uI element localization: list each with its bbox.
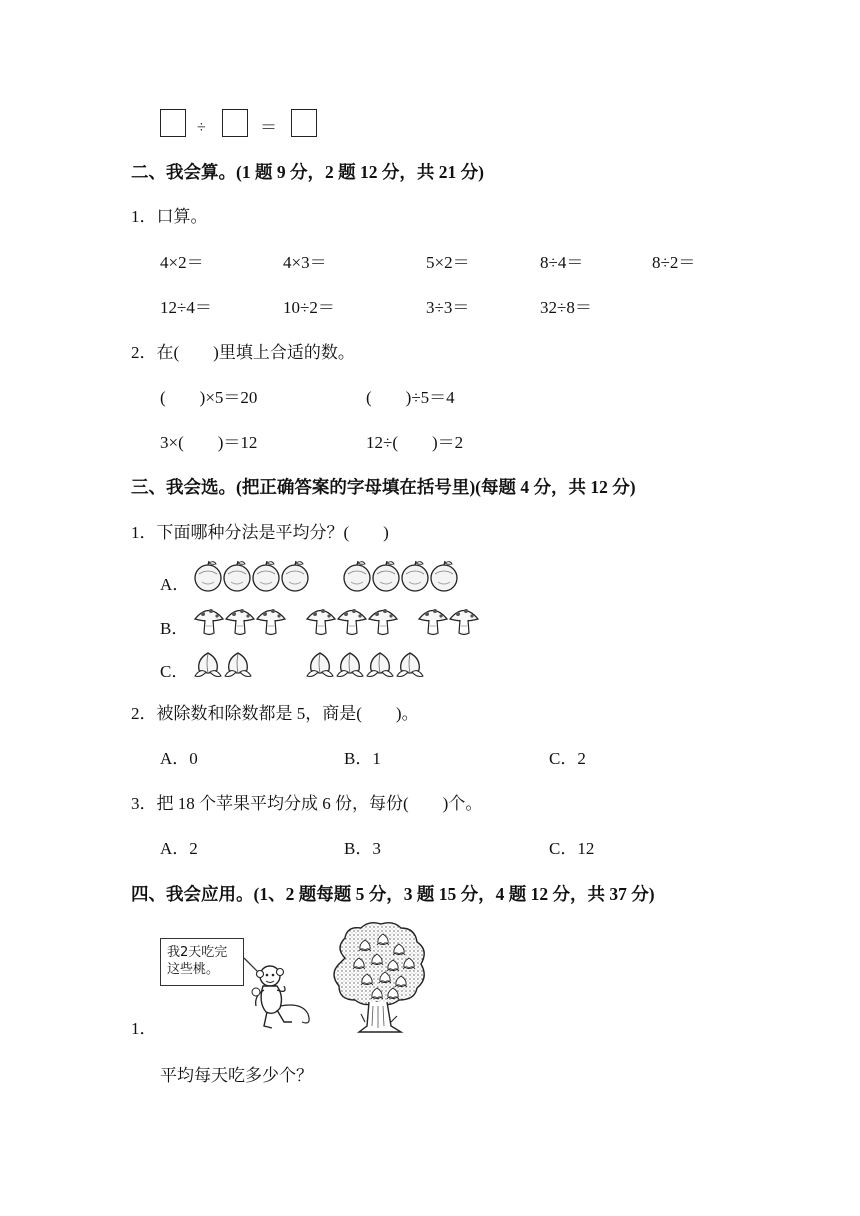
calc-item: 8÷4＝ <box>540 253 584 272</box>
peach-icon <box>225 653 251 677</box>
apple-icon <box>344 561 370 591</box>
fill-item: ( )÷5＝4 <box>366 388 455 407</box>
calc-item: 5×2＝ <box>426 253 470 272</box>
s4-q1-question: 平均每天吃多少个？ <box>160 1066 313 1085</box>
calc-item: 3÷3＝ <box>426 298 470 317</box>
s2-q1-label: 1．口算。 <box>131 207 208 226</box>
apple-icon <box>282 561 308 591</box>
apple-icon <box>224 561 250 591</box>
answer-box-quotient[interactable] <box>291 109 317 137</box>
division-sign: ÷ <box>197 119 206 136</box>
mushroom-icon <box>338 609 366 635</box>
apple-icon <box>431 561 457 591</box>
choice-option: C．12 <box>549 839 595 858</box>
choice-option: B．1 <box>344 749 381 768</box>
mushroom-icon <box>195 609 223 635</box>
option-a-label: A． <box>160 575 190 594</box>
apple-icon <box>402 561 428 591</box>
apples-group-option-a <box>192 558 472 592</box>
equals-sign: ＝ <box>260 118 277 137</box>
calc-item: 32÷8＝ <box>540 298 592 317</box>
section2-heading: 二、我会算。(1 题 9 分，2 题 12 分，共 21 分) <box>131 162 484 182</box>
mushroom-icon <box>307 609 335 635</box>
fill-item: 12÷( )＝2 <box>366 433 464 452</box>
speech-line: 这些桃。 <box>167 962 220 977</box>
speech-bubble <box>160 938 244 986</box>
apple-icon <box>373 561 399 591</box>
fill-item: ( )×5＝20 <box>160 388 258 407</box>
s4-q1-number: 1． <box>131 1019 157 1038</box>
mushroom-icon <box>257 609 285 635</box>
peach-icon <box>337 653 363 677</box>
s3-q3-label: 3．把 18 个苹果平均分成 6 份，每份( )个。 <box>131 794 483 813</box>
monkey-illustration <box>238 950 322 1034</box>
mushroom-icon <box>450 609 478 635</box>
option-b-label: B． <box>160 619 189 638</box>
option-c-label: C． <box>160 662 189 681</box>
peach-icon <box>307 653 333 677</box>
calc-item: 4×2＝ <box>160 253 204 272</box>
speech-line: 我2天吃完 <box>167 945 228 960</box>
apple-icon <box>195 561 221 591</box>
peaches-group-option-c <box>192 648 472 680</box>
s2-q2-label: 2．在( )里填上合适的数。 <box>131 343 355 362</box>
peach-icon <box>195 653 221 677</box>
choice-option: C．2 <box>549 749 586 768</box>
fill-item: 3×( )＝12 <box>160 433 258 452</box>
peach-icon <box>367 653 393 677</box>
choice-option: A．2 <box>160 839 198 858</box>
section4-heading: 四、我会应用。(1、2 题每题 5 分，3 题 15 分，4 题 12 分，共 37 分) <box>131 884 655 904</box>
calc-item: 10÷2＝ <box>283 298 335 317</box>
mushrooms-group-option-b <box>192 603 487 637</box>
choice-option: B．3 <box>344 839 381 858</box>
peach-tree-illustration <box>325 918 435 1036</box>
calc-item: 8÷2＝ <box>652 253 696 272</box>
mushroom-icon <box>226 609 254 635</box>
mushroom-icon <box>369 609 397 635</box>
calc-item: 12÷4＝ <box>160 298 212 317</box>
section3-heading: 三、我会选。(把正确答案的字母填在括号里)(每题 4 分，共 12 分) <box>131 477 636 497</box>
apple-icon <box>253 561 279 591</box>
mushroom-icon <box>419 609 447 635</box>
calc-item: 4×3＝ <box>283 253 327 272</box>
choice-option: A．0 <box>160 749 198 768</box>
s3-q2-label: 2．被除数和除数都是 5，商是( )。 <box>131 704 419 723</box>
answer-box-divisor[interactable] <box>222 109 248 137</box>
s3-q1-label: 1．下面哪种分法是平均分？( ) <box>131 523 389 542</box>
peach-icon <box>397 653 423 677</box>
answer-box-dividend[interactable] <box>160 109 186 137</box>
